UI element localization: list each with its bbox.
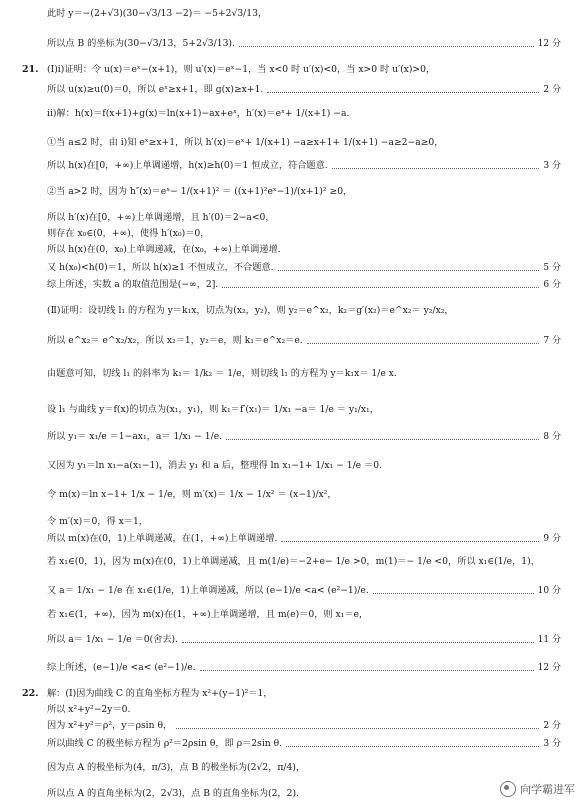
solution-line	[47, 8, 561, 20]
solution-line	[47, 688, 561, 700]
score-label: 12 分	[537, 663, 561, 673]
solution-line	[47, 404, 561, 416]
solution-text: 因为 x²+y²＝ρ²，y＝ρsin θ，	[47, 720, 173, 731]
solution-text: ②当 a>2 时，因为 h″(x)＝eˣ− 1/(x+1)² ＝ ((x+1)²eˣ−1)/(x+1)² ≥0，	[47, 186, 353, 197]
score-label: 12 分	[537, 39, 561, 49]
solution-line	[47, 186, 561, 198]
solution-text: 所以 y₁＝ x₁/e ＝1−ax₁，a＝ 1/x₁ − 1/e.	[47, 431, 223, 442]
solution-text: 所以 a＝ 1/x₁ − 1/e ＝0(舍去).	[47, 634, 179, 645]
dotted-leader	[222, 287, 539, 288]
watermark-text: 向学霸进军	[520, 783, 575, 796]
solution-line	[47, 38, 561, 50]
solution-text: 解：(Ⅰ)因为曲线 C 的直角坐标方程为 x²+(y−1)²＝1，	[47, 688, 273, 699]
dotted-leader	[182, 642, 534, 643]
solution-line	[47, 84, 561, 96]
dotted-leader	[226, 439, 539, 440]
solution-line	[47, 244, 561, 256]
solution-line	[47, 634, 561, 646]
dotted-leader	[332, 168, 540, 169]
solution-text: 又 a＝ 1/x₁ − 1/e 在 x₁∈(1/e，1)上单调递减，所以 (e−1)/e <a< (e²−1)/e.	[47, 585, 369, 596]
solution-text: 令 m(x)＝ln x−1+ 1/x − 1/e，则 m′(x)＝ 1/x − 1/x² ＝ (x−1)/x²，	[47, 489, 337, 500]
score-label: 2 分	[543, 721, 561, 731]
solution-line	[47, 137, 561, 149]
dotted-leader	[200, 670, 534, 671]
solution-line	[47, 556, 561, 568]
solution-text: (Ⅱ)证明：设切线 l₁ 的方程为 y＝k₁x，切点为(x₂，y₂)，则 y₂＝e^x₂，k₂＝g′(x₂)＝e^x₂＝ y₂/x₂，	[47, 305, 454, 316]
solution-line	[47, 489, 561, 501]
solution-text: 令 m′(x)＝0，得 x＝1，	[47, 516, 148, 527]
solution-line	[47, 64, 561, 76]
score-label: 11 分	[537, 635, 561, 645]
solution-text: 所以 x²+y²−2y＝0.	[47, 704, 131, 715]
solution-line	[47, 788, 561, 800]
score-label: 7 分	[543, 336, 561, 346]
solution-text: 则存在 x₀∈(0，+∞)，使得 h′(x₀)＝0，	[47, 228, 210, 239]
solution-text: 设 l₁ 与曲线 y＝f(x)的切点为(x₁，y₁)，则 k₁＝f′(x₁)＝ 1/x₁ −a＝ 1/e ＝ y₁/x₁，	[47, 404, 379, 415]
score-label: 6 分	[543, 280, 561, 290]
solution-text: 综上所述，(e−1)/e <a< (e²−1)/e.	[47, 662, 196, 673]
score-label: 3 分	[543, 161, 561, 171]
dotted-leader	[286, 746, 539, 747]
solution-text: 所以 u(x)≥u(0)＝0，所以 eˣ≥x+1，即 g(x)≥x+1.	[47, 84, 264, 95]
watermark	[500, 781, 575, 797]
solution-line	[47, 262, 561, 274]
solution-text: 所以点 B 的坐标为(30−√3/13，5+2√3/13).	[47, 38, 235, 49]
solution-text: 所以 m(x)在(0，1)上单调递减，在(1，+∞)上单调递增.	[47, 533, 278, 544]
solution-line	[47, 533, 561, 545]
solution-line	[47, 160, 561, 172]
solution-line	[47, 516, 561, 528]
solution-line	[47, 609, 561, 621]
solution-line	[47, 212, 561, 224]
solution-line	[47, 431, 561, 443]
dotted-leader	[281, 541, 539, 542]
solution-text: 又 h(x₀)<h(0)＝1，所以 h(x)≥1 不恒成立，不合题意.	[47, 262, 274, 273]
solution-line	[47, 228, 561, 240]
question-number: 21.	[22, 64, 39, 75]
solution-line	[47, 738, 561, 750]
question-number: 22.	[22, 688, 39, 699]
score-label: 9 分	[543, 534, 561, 544]
solution-text: 所以点 A 的直角坐标为(2，2√3)，点 B 的直角坐标为(2，2).	[47, 788, 299, 799]
solution-line	[47, 305, 561, 317]
dotted-leader	[373, 593, 534, 594]
solution-text: 所以 h′(x)在[0，+∞)上单调递增，且 h′(0)＝2−a<0，	[47, 212, 275, 223]
score-label: 3 分	[543, 739, 561, 749]
dotted-leader	[278, 270, 540, 271]
solution-text: 若 x₁∈(1，+∞)，因为 m(x)在(1，+∞)上单调递增，且 m(e)＝0，则 x₁＝e，	[47, 609, 369, 620]
dotted-leader	[239, 46, 534, 47]
solution-text: 若 x₁∈(0，1)，因为 m(x)在(0，1)上单调递减，且 m(1/e)＝−2+e− 1/e >0，m(1)＝− 1/e <0，所以 x₁∈(1/e，1)，	[47, 556, 540, 567]
dotted-leader	[176, 728, 539, 729]
dotted-leader	[267, 92, 539, 93]
dotted-leader	[307, 343, 540, 344]
solution-text: 所以 h(x)在(0，x₀)上单调递减，在(x₀，+∞)上单调递增.	[47, 244, 281, 255]
score-label: 5 分	[543, 263, 561, 273]
solution-line	[47, 704, 561, 716]
score-label: 10 分	[537, 586, 561, 596]
wechat-logo-icon	[500, 781, 516, 797]
solution-text: 因为点 A 的极坐标为(4，π/3)，点 B 的极坐标为(2√2，π/4)，	[47, 762, 306, 773]
score-label: 2 分	[543, 85, 561, 95]
solution-text: 所以 h(x)在[0，+∞)上单调递增，h(x)≥h(0)＝1 恒成立，符合题意.	[47, 160, 328, 171]
solution-line	[47, 460, 561, 472]
solution-line	[47, 662, 561, 674]
solution-text: 又因为 y₁＝ln x₁−a(x₁−1)，消去 y₁ 和 a 后，整理得 ln x₁−1+ 1/x₁ − 1/e ＝0.	[47, 460, 382, 471]
solution-text: ii)解：h(x)＝f(x+1)+g(x)＝ln(x+1)−ax+eˣ，h′(x)＝eˣ+ 1/(x+1) −a.	[47, 108, 350, 119]
solution-line	[47, 335, 561, 347]
score-label: 8 分	[543, 432, 561, 442]
solution-text: 所以曲线 C 的极坐标方程为 ρ²＝2ρsin θ，即 ρ＝2sin θ.	[47, 738, 283, 749]
solution-line	[47, 585, 561, 597]
solution-line	[47, 108, 561, 120]
solution-text: ①当 a≤2 时，由 i)知 eˣ≥x+1，所以 h′(x)＝eˣ+ 1/(x+1) −a≥x+1+ 1/(x+1) −a≥2−a≥0，	[47, 137, 444, 148]
solution-text: 此时 y＝−(2+√3)(30−√3/13 −2)＝ −5+2√3/13，	[47, 8, 268, 19]
solution-line	[47, 279, 561, 291]
solution-line	[47, 720, 561, 732]
solution-line	[47, 762, 561, 774]
solution-text: 由题意可知，切线 l₁ 的斜率为 k₁＝ 1/k₂ ＝ 1/e，则切线 l₁ 的方程为 y＝k₁x＝ 1/e x.	[47, 368, 397, 379]
solution-text: 所以 e^x₂＝ e^x₂/x₂，所以 x₂＝1，y₂＝e，则 k₁＝e^x₂＝e.	[47, 335, 303, 346]
solution-text: 综上所述，实数 a 的取值范围是(−∞，2].	[47, 279, 219, 290]
solution-text: (Ⅰ)i)证明：令 u(x)＝eˣ−(x+1)，则 u′(x)＝eˣ−1，当 x<0 时 u′(x)<0，当 x>0 时 u′(x)>0，	[47, 64, 436, 75]
solution-line	[47, 368, 561, 380]
